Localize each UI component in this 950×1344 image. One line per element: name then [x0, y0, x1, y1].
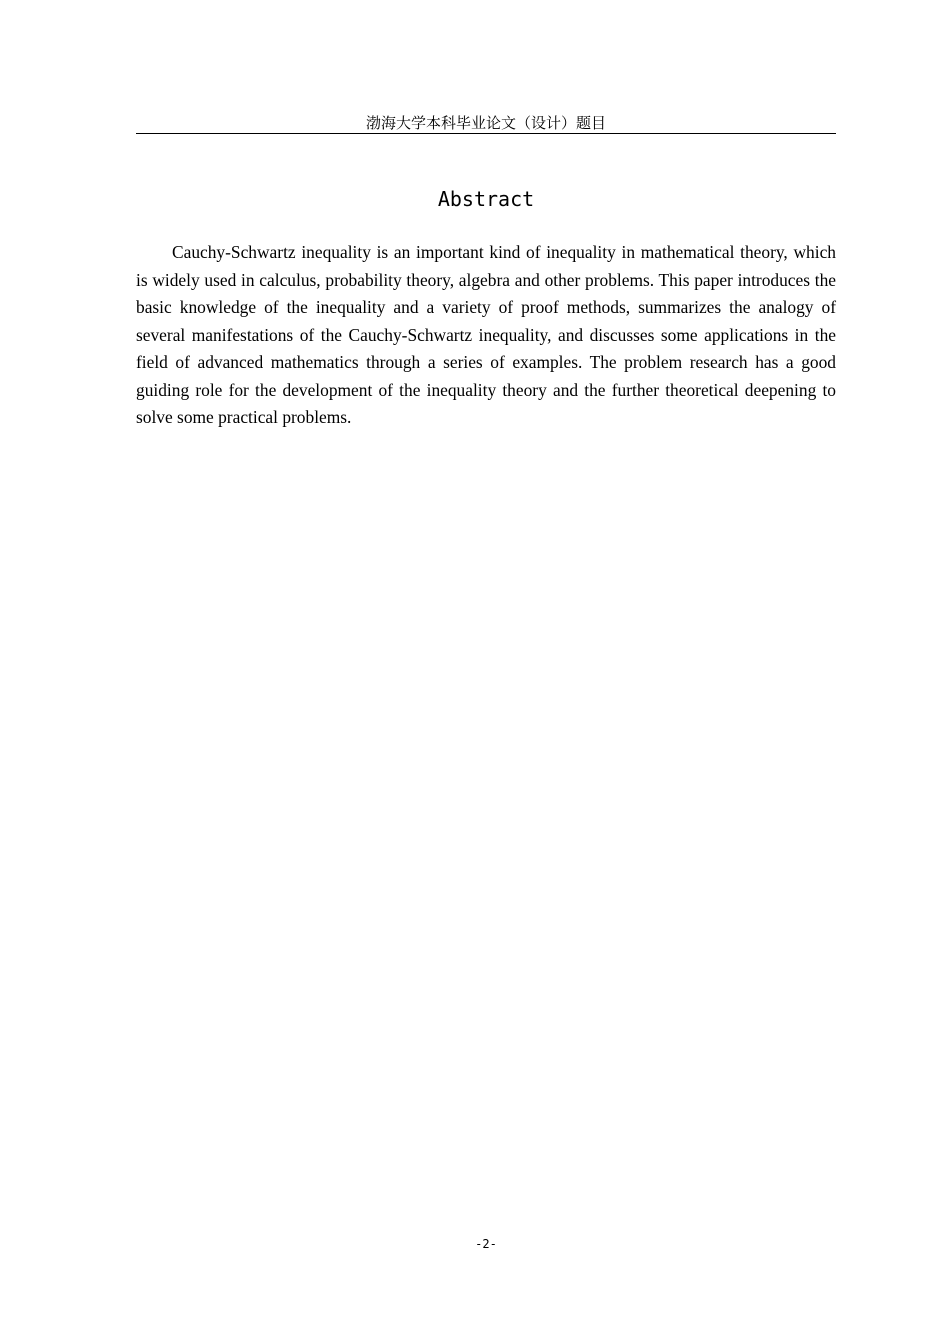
page-number: -2-: [475, 1237, 497, 1251]
header-rule: [136, 133, 836, 134]
running-header: 渤海大学本科毕业论文（设计）题目: [365, 114, 606, 132]
abstract-heading: Abstract: [437, 187, 535, 211]
abstract-body: Cauchy-Schwartz inequality is an important kind of inequality in mathematical theory, which is widely used in calculus, probability theory, algebra and other problems. This paper introduces the basic knowledge of the inequality and a variety of proof methods, summarizes the analogy of several manifestations of the Cauchy-Schwartz inequality, and discusses some applications in the field of advanced mathematics through a series of examples. The problem research has a good guiding role for the development of the inequality theory and the further theoretical deepening to solve some practical problems.: [136, 242, 836, 427]
